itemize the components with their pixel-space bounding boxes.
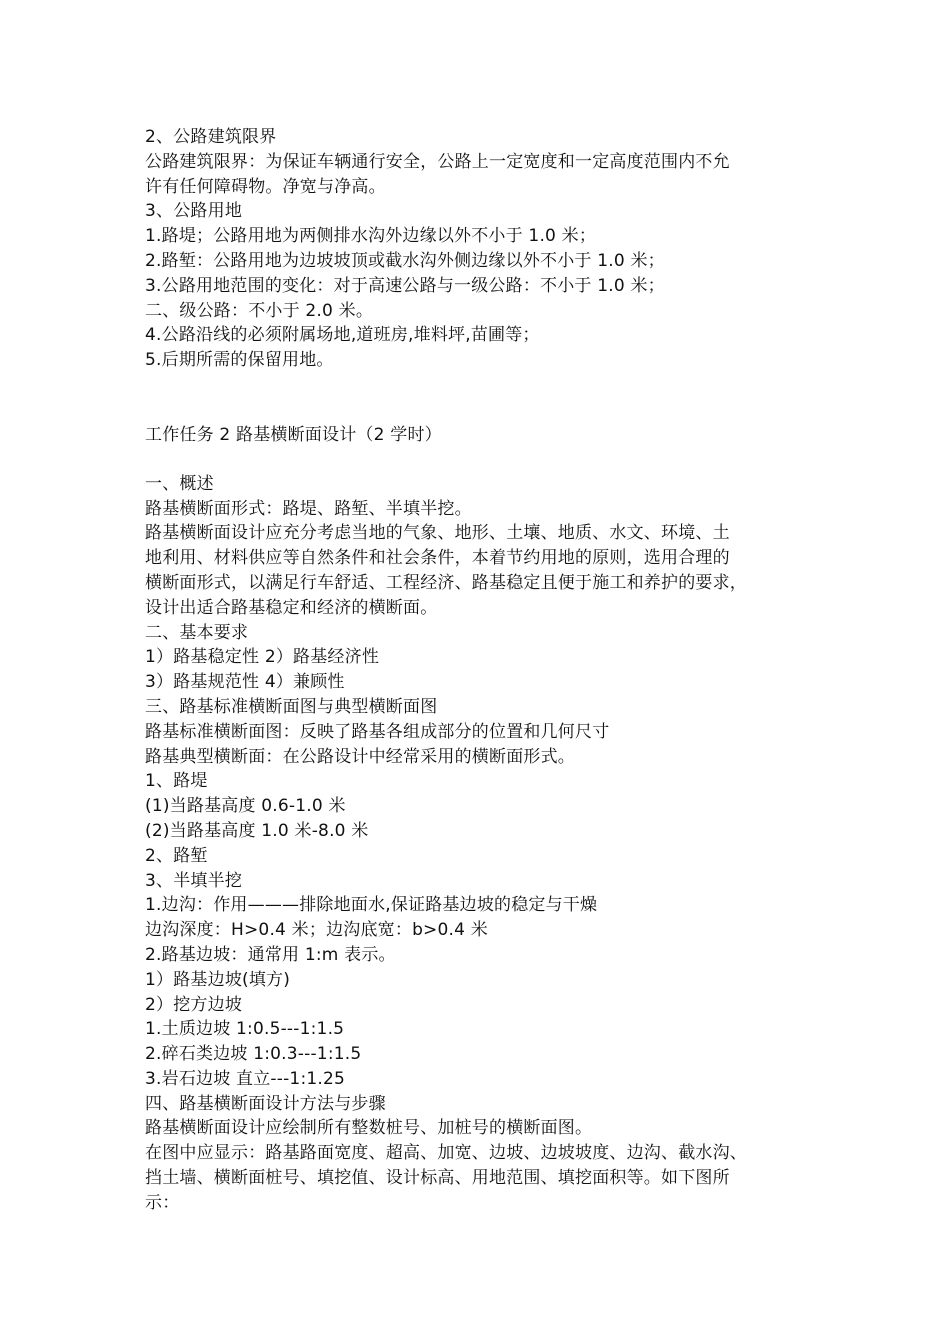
text-line: 路基横断面设计应绘制所有整数桩号、加桩号的横断面图。 <box>145 1118 593 1139</box>
spacer <box>145 373 815 423</box>
text-line: 路基典型横断面：在公路设计中经常采用的横断面形式。 <box>145 746 575 767</box>
text-line: 1）路基稳定性 2）路基经济性 <box>145 647 380 668</box>
text-line: 2.路基边坡：通常用 1:m 表示。 <box>145 944 396 965</box>
text-line: 1）路基边坡(填方) <box>145 969 291 990</box>
task-heading: 工作任务 2 路基横断面设计（2 学时） <box>145 424 442 445</box>
text-line: 边沟深度：H>0.4 米；边沟底宽：b>0.4 米 <box>145 920 488 941</box>
text-line: 四、路基横断面设计方法与步骤 <box>145 1093 386 1114</box>
text-line: 3、公路用地 <box>145 201 243 222</box>
text-line: 路基横断面形式：路堤、路堑、半填半挖。 <box>145 498 472 519</box>
text-line: 二、级公路：不小于 2.0 米。 <box>145 300 374 321</box>
text-line: 路基标准横断面图：反映了路基各组成部分的位置和几何尺寸 <box>145 721 610 742</box>
text-line: 4.公路沿线的必须附属场地,道班房,堆料坪,苗圃等； <box>145 325 540 346</box>
text-line: 3.岩石边坡 直立---1:1.25 <box>145 1068 346 1089</box>
text-line: 在图中应显示：路基路面宽度、超高、加宽、边坡、边坡坡度、边沟、截水沟、 <box>145 1143 747 1164</box>
text-line: 挡土墙、横断面桩号、填挖值、设计标高、用地范围、填挖面积等。如下图所 <box>145 1168 730 1189</box>
text-line: 3）路基规范性 4）兼顾性 <box>145 672 345 693</box>
text-line: 地利用、材料供应等自然条件和社会条件，本着节约用地的原则，选用合理的 <box>145 548 730 569</box>
document-page <box>145 125 815 1216</box>
text-line: (2)当路基高度 1.0 米-8.0 米 <box>145 820 369 841</box>
text-line: 2、路堑 <box>145 845 208 866</box>
text-line: 2、公路建筑限界 <box>145 127 277 147</box>
text-line: 许有任何障碍物。净宽与净高。 <box>145 176 386 197</box>
text-line: 1.边沟：作用———排除地面水,保证路基边坡的稳定与干燥 <box>145 895 598 916</box>
text-line: 公路建筑限界：为保证车辆通行安全，公路上一定宽度和一定高度范围内不允 <box>145 151 730 172</box>
text-line: 3、半填半挖 <box>145 870 243 891</box>
text-line: 2.路堑：公路用地为边坡坡顶或截水沟外侧边缘以外不小于 1.0 米； <box>145 250 665 271</box>
text-line: 5.后期所需的保留用地。 <box>145 350 334 371</box>
spacer <box>145 448 815 472</box>
text-line: 1.路堤；公路用地为两侧排水沟外边缘以外不小于 1.0 米； <box>145 226 597 247</box>
text-line: 2）挖方边坡 <box>145 994 243 1015</box>
text-line: 三、路基标准横断面图与典型横断面图 <box>145 696 438 717</box>
text-line: 示： <box>145 1192 180 1213</box>
text-line: 横断面形式，以满足行车舒适、工程经济、路基稳定且便于施工和养护的要求， <box>145 572 747 593</box>
text-line: 1.土质边坡 1:0.5---1:1.5 <box>145 1019 345 1040</box>
text-line: 路基横断面设计应充分考虑当地的气象、地形、土壤、地质、水文、环境、土 <box>145 523 730 544</box>
text-line: 一、概述 <box>145 473 214 494</box>
text-line: (1)当路基高度 0.6-1.0 米 <box>145 796 346 817</box>
text-line: 二、基本要求 <box>145 622 249 643</box>
text-line: 1、路堤 <box>145 771 208 792</box>
text-line: 设计出适合路基稳定和经济的横断面。 <box>145 597 438 618</box>
section-subgrade-cross-section <box>145 472 815 1216</box>
text-line: 3.公路用地范围的变化：对于高速公路与一级公路：不小于 1.0 米； <box>145 275 665 296</box>
text-line: 2.碎石类边坡 1:0.3---1:1.5 <box>145 1044 362 1065</box>
section-road-clearance-and-land <box>145 125 815 373</box>
